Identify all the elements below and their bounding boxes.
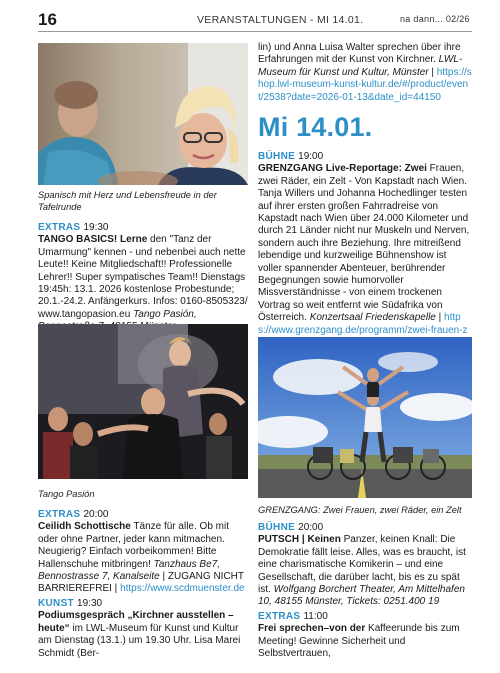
event-text: Tänze für alle. Ob mit oder ohne Partner, jeder kann mitmachen. Neugierig? Einfach vorbeikommen! Bitte Hallenschuhe mitbringen! bbox=[38, 521, 229, 570]
category-label: EXTRAS 20:00 bbox=[38, 509, 109, 520]
event-text: den "Tanz der Umarmung" kennen - und nebenbei auch nette Leute!! Keine Mitgliedschaft!! Professionelle Lehrer!! Super sympatisches Team!! Dienstags 19:45h: 13.1. 2026 kostenlose Probestunde; 20.1.-24.2. Anfängerkurs. Infos: 0160-8505323/ www.tangopasion.eu bbox=[38, 234, 248, 320]
category-label: EXTRAS 19:30 bbox=[38, 222, 109, 233]
event-text: Frauen, zwei Räder, ein Zelt - Von Kapstadt nach Wien. Tanja Willers und Johanna Hochedlinger testen auf ihrer ersten großen Fahrradreise von Kapstadt nach Wien über 24.000 Kilometer und durch 21 Länder nicht nur Muskeln und Nerven, sondern auch ihre Beziehung. Ihre mitreißend lebendige und kurzweilige Bühnenshow ist voller spannender Abenteuer, berührender Begegnungen sowie humorvoller Missverständnisse - von einem trockenen Vortrag so weit entfernt wie Südafrika von Österreich. bbox=[258, 163, 470, 324]
event-ceilidh: EXTRAS 20:00 Ceilidh Schottische Tänze für alle. Ob mit oder ohne Partner, jeder kann mitmachen. Neugierig? Einfach vorbeikommen! Bitte Hallenschuhe mitbringen! Tanzhaus Be7, Bennostrasse 7, Kanalseite | ZUGANG NICHT BARRIEREFREI | https://www.scdmuenster.de bbox=[38, 509, 245, 595]
event-link[interactable]: https://www.scdmuenster.de bbox=[120, 583, 245, 595]
event-title: Podiumsgespräch „Kirchner ausstellen – heute“ bbox=[38, 610, 234, 634]
caption-tango: Tango Pasión bbox=[38, 489, 95, 499]
event-text: im LWL-Museum für Kunst und Kultur am Dienstag (13.1.) um 19.30 Uhr. Lisa Marei Schmidt (Ber- bbox=[38, 622, 241, 659]
event-title: PUTSCH | Keinen bbox=[258, 534, 341, 546]
header-rule bbox=[38, 31, 472, 32]
section-title: VERANSTALTUNGEN - MI 14.01. bbox=[197, 14, 364, 26]
category-label: BÜHNE 20:00 bbox=[258, 522, 324, 533]
event-venue: Tango Pasión, bbox=[133, 308, 197, 320]
photo-grenzgang-cyclists bbox=[258, 337, 472, 498]
event-kirchner-continued: lin) und Anna Luisa Walter sprechen über ihre Erfahrungen mit der Kunst von Kirchner. LWL-Museum für Kunst und Kultur, Münster | https://shop.lwl-museum-kunst-kultur.de/#/product/event/2538?date=2026-01-13&date_id=44150 bbox=[258, 42, 472, 103]
event-venue: LWL-Museum für Kunst und Kultur, Münster bbox=[258, 54, 463, 78]
issue-label: na dann... 02/26 bbox=[400, 14, 470, 24]
category-label: BÜHNE 19:00 bbox=[258, 151, 324, 162]
date-heading: Mi 14.01. bbox=[258, 112, 373, 142]
category-label: EXTRAS 11:00 bbox=[258, 611, 328, 622]
event-venue: Wolfgang Borchert Theater, Am Mittelhafen 10, 48155 Münster, Tickets: 0251.400 19 bbox=[258, 584, 465, 608]
event-tango-basics bbox=[38, 222, 248, 334]
event-link[interactable]: https://shop.lwl-museum-kunst-kultur.de/#/product/event/2538?date=2026-01-13&date_id=44150 bbox=[258, 66, 472, 103]
photo-tango bbox=[38, 324, 248, 479]
event-title: Ceilidh Schottische bbox=[38, 521, 131, 533]
event-grenzgang: BÜHNE 19:00 GRENZGANG Live-Reportage: Zwei Frauen, zwei Räder, ein Zelt - Von Kapstadt nach Wien. Tanja Willers und Johanna Hochedlinger testen auf ihrer ersten großen Fahrradreise von Kapstadt nach Wien über 24.000 Kilometer und durch 21 Länder nicht nur Muskeln und Nerven, sondern auch ihre Beziehung. Ihre mitreißend lebendige und kurzweilige Bühnenshow ist voller spannender Abenteuer, berührender Begegnungen sowie humorvoller Missverständnisse - von einem trockenen Vortrag so weit entfernt wie Südafrika von Österreich. Konzertsaal Friedenskapelle | https://www.grenzgang.de/programm/zwei-frauen-z bbox=[258, 151, 472, 350]
event-title: GRENZGANG Live-Reportage: Zwei bbox=[258, 163, 427, 175]
event-venue: Tanzhaus Be7, Bennostrasse 7, Kanalseite bbox=[38, 558, 220, 583]
page-number: 16 bbox=[38, 10, 57, 29]
category-label: KUNST 19:30 bbox=[38, 598, 103, 609]
event-kirchner bbox=[38, 598, 248, 660]
caption-grenzgang: GRENZGANG: Zwei Frauen, zwei Räder, ein Zelt bbox=[258, 505, 462, 515]
photo-spanish-class bbox=[38, 43, 248, 185]
event-venue: Konzertsaal Friedenskapelle bbox=[309, 312, 436, 324]
event-title: TANGO BASICS! Lerne bbox=[38, 234, 148, 246]
event-text: Kaffeerunde bis zum Meeting! Gewinne Sicherheit und Selbstvertrauen, bbox=[258, 623, 460, 660]
event-link[interactable]: https://www.grenzgang.de/programm/zwei-frauen-z bbox=[258, 312, 468, 336]
event-text: Panzer, keinen Knall: Die Demokratie fällt leise. Alles, was es braucht, ist eine charismatische Komikerin – und eine Gesellschaft, die darüber lacht, bis es zu spät ist. bbox=[258, 534, 466, 596]
caption-spanish: Spanisch mit Herz und Lebensfreude in der Tafelrunde bbox=[38, 190, 217, 212]
event-frei-sprechen bbox=[258, 611, 472, 661]
event-title: Frei sprechen–von der bbox=[258, 623, 366, 635]
event-putsch bbox=[258, 522, 472, 609]
